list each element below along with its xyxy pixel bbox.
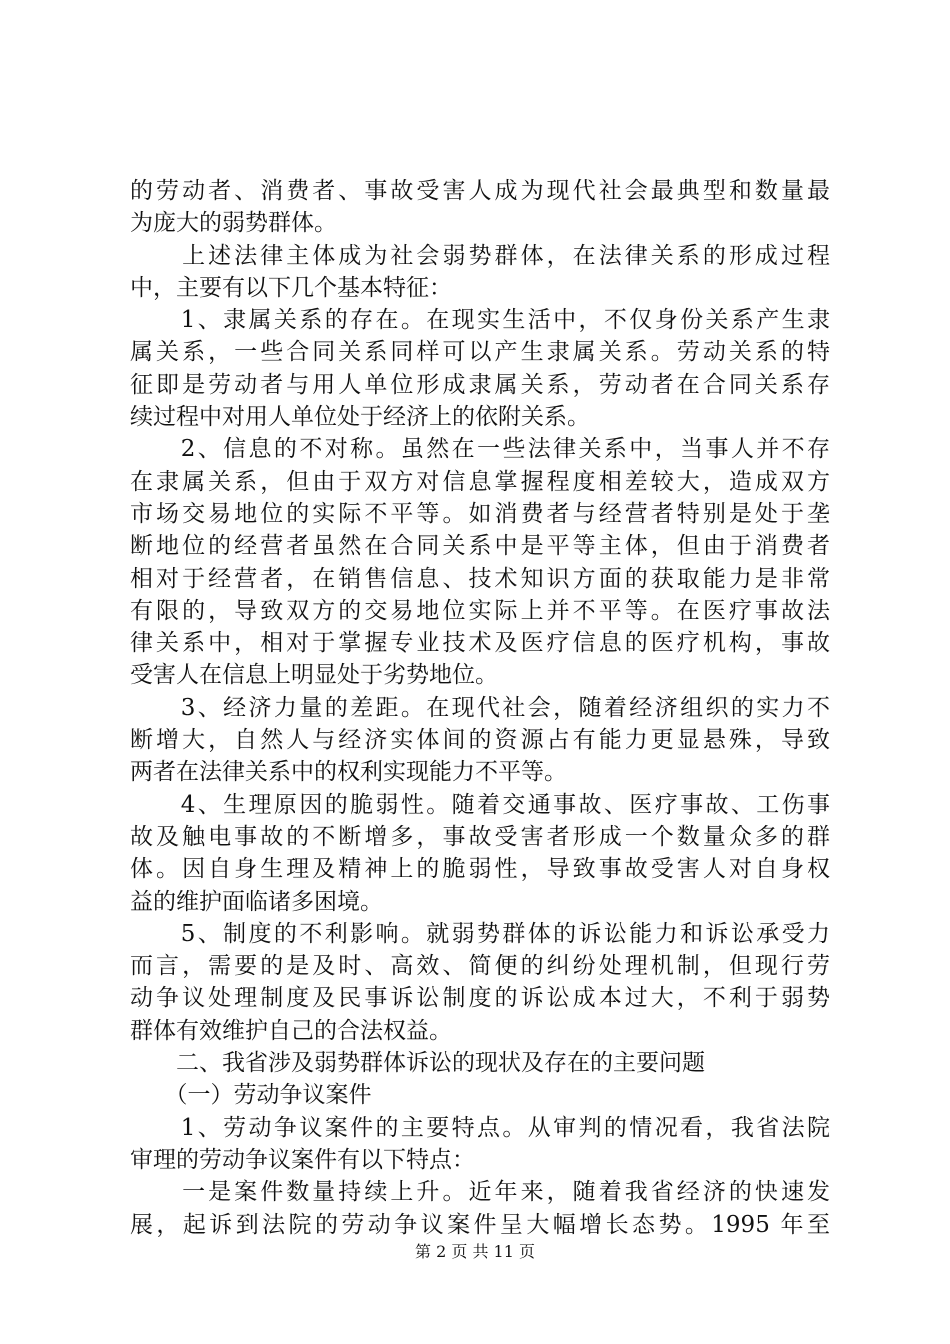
text-line: （一）劳动争议案件 xyxy=(130,1082,372,1109)
text-line: 1、隶属关系的存在。在现实生活中，不仅身份关系产生隶 xyxy=(130,307,830,334)
text-line: 相对于经营者，在销售信息、技术知识方面的获取能力是非常 xyxy=(130,565,830,592)
text-line: 市场交易地位的实际不平等。如消费者与经营者特别是处于垄 xyxy=(130,500,830,527)
text-line: 动争议处理制度及民事诉讼制度的诉讼成本过大，不利于弱势 xyxy=(130,985,830,1012)
text-line: 体。因自身生理及精神上的脆弱性，导致事故受害人对自身权 xyxy=(130,856,830,883)
text-line: 3、经济力量的差距。在现代社会，随着经济组织的实力不 xyxy=(130,694,830,721)
text-line: 4、生理原因的脆弱性。随着交通事故、医疗事故、工伤事 xyxy=(130,791,830,818)
text-line: 有限的，导致双方的交易地位实际上并不平等。在医疗事故法 xyxy=(130,597,830,624)
text-line: 2、信息的不对称。虽然在一些法律关系中，当事人并不存 xyxy=(130,436,830,463)
text-line: 5、制度的不利影响。就弱势群体的诉讼能力和诉讼承受力 xyxy=(130,920,830,947)
text-line: 两者在法律关系中的权利实现能力不平等。 xyxy=(130,759,567,786)
text-line: 审理的劳动争议案件有以下特点： xyxy=(130,1146,475,1173)
text-line: 在隶属关系，但由于双方对信息掌握程度相差较大，造成双方 xyxy=(130,468,830,495)
text-line: 属关系，一些合同关系同样可以产生隶属关系。劳动关系的特 xyxy=(130,339,830,366)
text-line: 二、我省涉及弱势群体诉讼的现状及存在的主要问题 xyxy=(130,1050,705,1077)
page-footer: 第 2 页 共 11 页 xyxy=(415,1242,535,1261)
text-line: 上述法律主体成为社会弱势群体，在法律关系的形成过程 xyxy=(130,242,830,269)
text-line: 的劳动者、消费者、事故受害人成为现代社会最典型和数量最 xyxy=(130,178,830,204)
text-line: 故及触电事故的不断增多，事故受害者形成一个数量众多的群 xyxy=(130,823,830,850)
text-line: 律关系中，相对于掌握专业技术及医疗信息的医疗机构，事故 xyxy=(130,630,830,657)
text-line: 为庞大的弱势群体。 xyxy=(130,210,337,237)
text-line: 断增大，自然人与经济实体间的资源占有能力更显悬殊，导致 xyxy=(130,727,830,754)
text-line: 征即是劳动者与用人单位形成隶属关系，劳动者在合同关系存 xyxy=(130,371,830,398)
text-line: 展，起诉到法院的劳动争议案件呈大幅增长态势。1995 年至 xyxy=(130,1211,830,1238)
document-body xyxy=(130,175,830,1241)
text-line: 中，主要有以下几个基本特征： xyxy=(130,274,452,301)
text-line: 益的维护面临诸多困境。 xyxy=(130,888,383,915)
text-line: 群体有效维护自己的合法权益。 xyxy=(130,1017,452,1044)
text-line: 而言，需要的是及时、高效、简便的纠纷处理机制，但现行劳 xyxy=(130,953,830,980)
text-line: 一是案件数量持续上升。近年来，随着我省经济的快速发 xyxy=(130,1179,830,1206)
text-line: 1、劳动争议案件的主要特点。从审判的情况看，我省法院 xyxy=(130,1114,830,1141)
text-line: 续过程中对用人单位处于经济上的依附关系。 xyxy=(130,404,590,431)
text-line: 断地位的经营者虽然在合同关系中是平等主体，但由于消费者 xyxy=(130,533,830,560)
text-line: 受害人在信息上明显处于劣势地位。 xyxy=(130,662,498,689)
